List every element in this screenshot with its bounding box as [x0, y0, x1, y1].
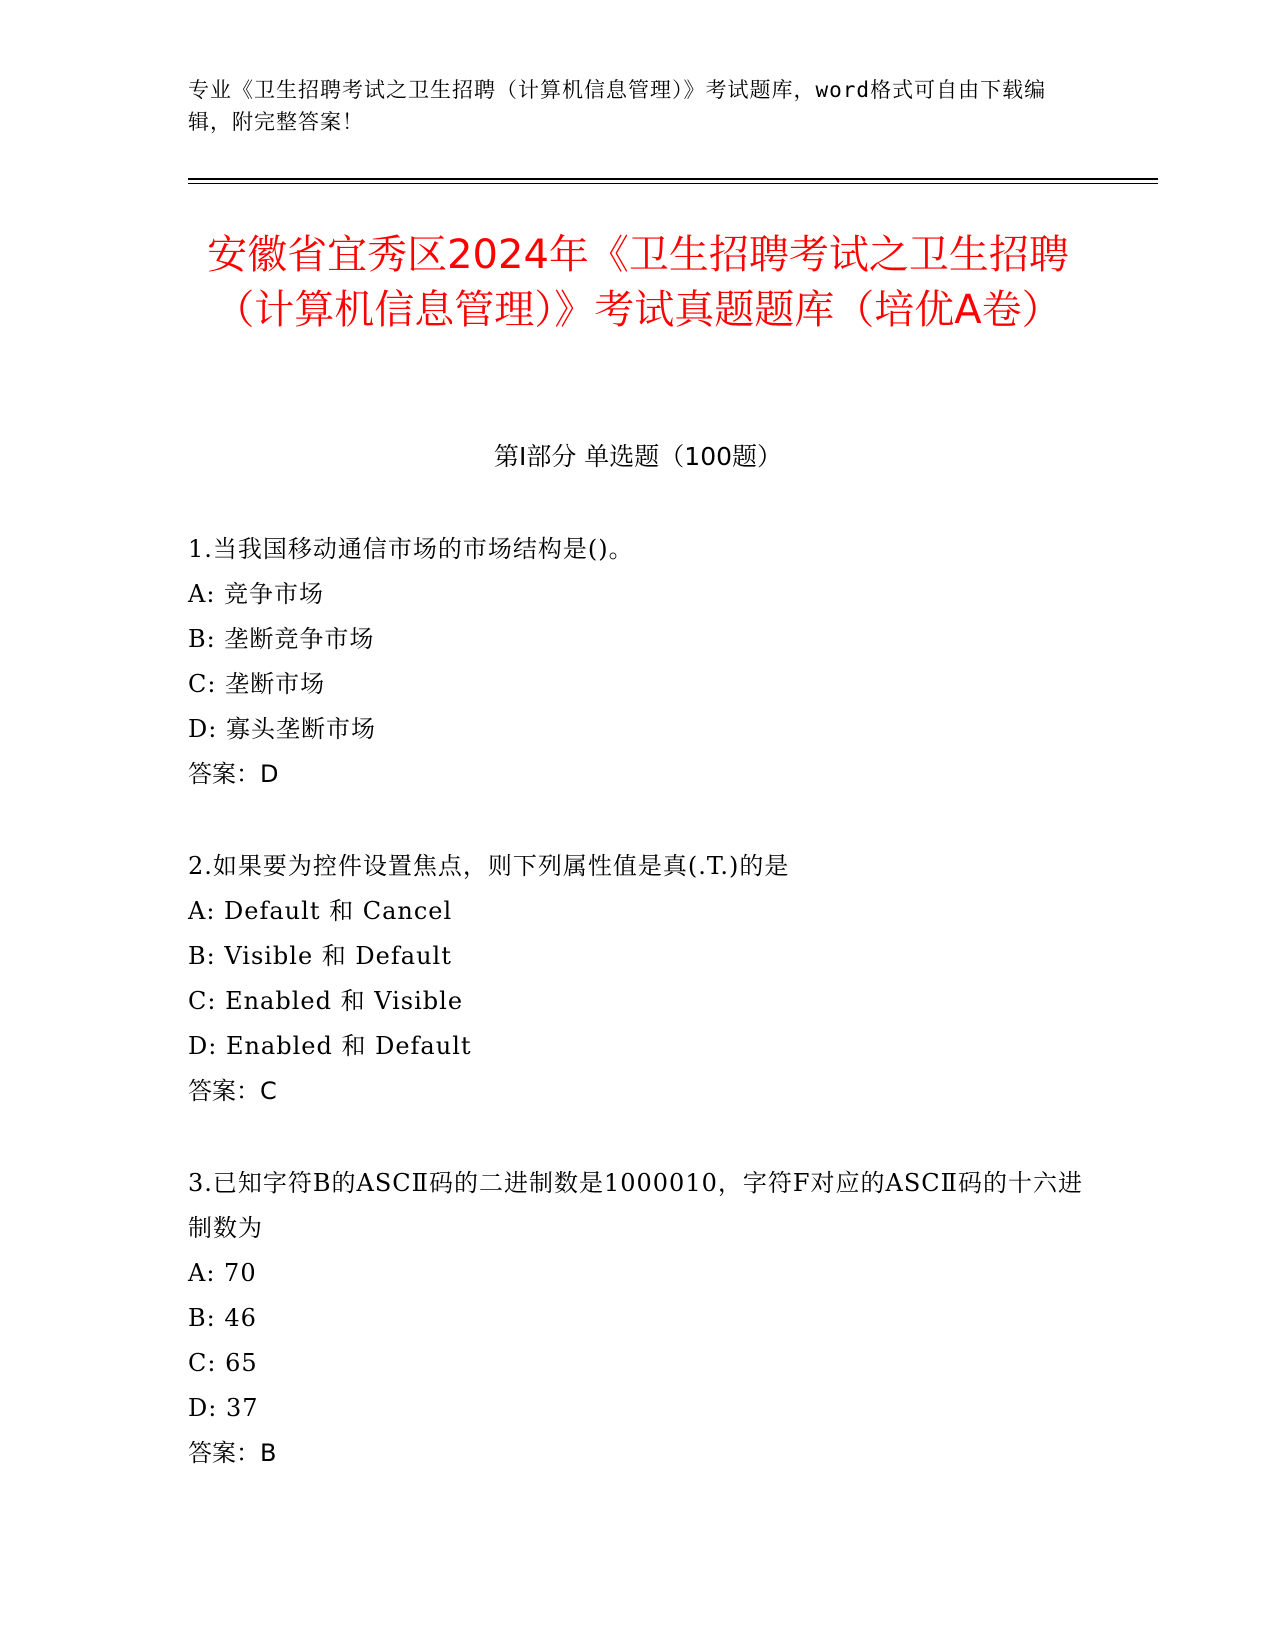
option-b: B: 46 [188, 1304, 257, 1332]
option-a: A: 竞争市场 [188, 580, 325, 608]
header-note: 专业《卫生招聘考试之卫生招聘（计算机信息管理）》考试题库，word格式可自由下载编辑，附完整答案！ [188, 78, 1047, 134]
question-item [188, 844, 1088, 1114]
option-d: D: 寡头垄断市场 [188, 715, 376, 743]
option-c: C: Enabled 和 Visible [188, 987, 464, 1015]
document-title: 安徽省宜秀区2024年《卫生招聘考试之卫生招聘（计算机信息管理）》考试真题题库（培优A卷） [207, 232, 1069, 333]
question-item [188, 1161, 1088, 1476]
answer-line: 答案：C [188, 1077, 277, 1105]
question-list [188, 527, 1088, 1523]
header-divider-thin [188, 183, 1158, 184]
option-d: D: Enabled 和 Default [188, 1032, 472, 1060]
option-b: B: 垄断竞争市场 [188, 625, 375, 653]
option-d: D: 37 [188, 1394, 259, 1422]
question-stem: 2.如果要为控件设置焦点，则下列属性值是真(.T.)的是 [188, 852, 790, 880]
option-c: C: 65 [188, 1349, 258, 1377]
answer-line: 答案：D [188, 760, 279, 788]
answer-line: 答案：B [188, 1439, 277, 1467]
option-a: A: 70 [188, 1259, 257, 1287]
header-divider-thick [188, 178, 1158, 180]
question-item [188, 527, 1088, 797]
question-stem: 3.已知字符B的ASCⅡ码的二进制数是1000010，字符F对应的ASCⅡ码的十六进制数为 [188, 1169, 1083, 1242]
section-heading: 第Ⅰ部分 单选题（100题） [493, 442, 783, 471]
option-a: A: Default 和 Cancel [188, 897, 453, 925]
option-b: B: Visible 和 Default [188, 942, 452, 970]
option-c: C: 垄断市场 [188, 670, 326, 698]
question-stem: 1.当我国移动通信市场的市场结构是()。 [188, 535, 634, 563]
